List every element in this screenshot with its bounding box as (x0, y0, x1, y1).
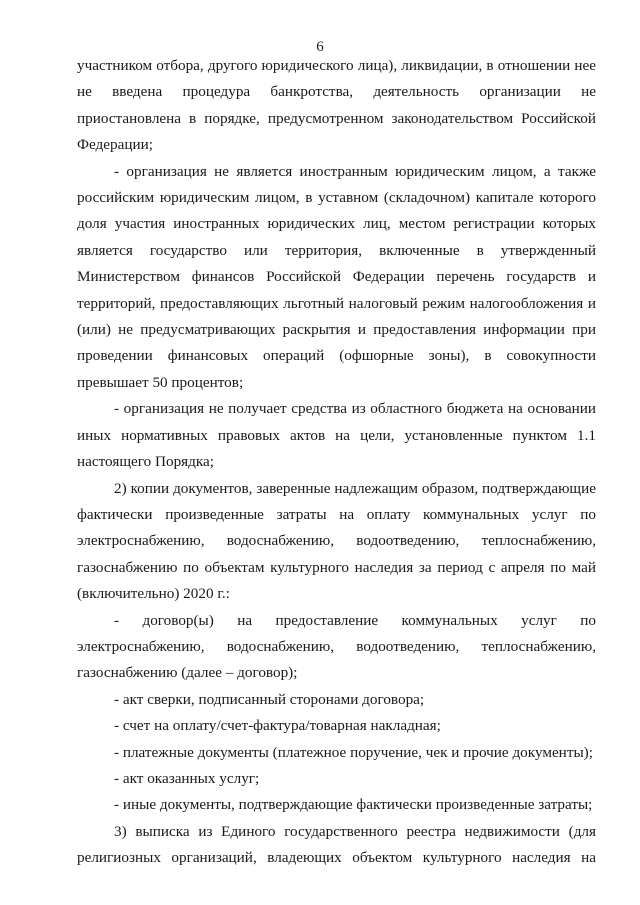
document-body (77, 53, 596, 872)
paragraph-budget-funds-condition: - организация не получает средства из областного бюджета на основании иных нормативных правовых актов на цели, установленные пунктом 1.1 настоящего Порядка; (77, 400, 596, 471)
paragraph-foreign-entity-condition: - организация не является иностранным юридическим лицом, а также российским юридическим лицом, в уставном (складочном) капитале которого доля участия иностранных юридических лиц, местом регистрации которых является государство или территория, включенные в утвержденный Министерством финансов Российской Федерации перечень государств и территорий, предоставляющих льготный налоговый режим налогообложения и (или) не предусматривающих раскрытия и предоставления информации при проведении финансовых операций (офшорные зоны), в совокупности превышает 50 процентов; (77, 162, 596, 391)
paragraph-reconciliation-act: - акт сверки, подписанный сторонами договора; (114, 690, 425, 708)
paragraph-services-act: - акт оказанных услуг; (114, 769, 260, 787)
paragraph-continuation: участником отбора, другого юридического лица), ликвидации, в отношении нее не введена процедура банкротства, деятельность организации не приостановлена в порядке, предусмотренном законодательством Российской Федерации; (77, 57, 596, 154)
page-number: 6 (316, 39, 324, 55)
paragraph-other-documents: - иные документы, подтверждающие фактически произведенные затраты; (114, 796, 593, 814)
paragraph-contracts: - договор(ы) на предоставление коммунальных услуг по электроснабжению, водоснабжению, водоотведению, теплоснабжению, газоснабжению (далее – договор); (77, 611, 596, 682)
paragraph-item-2-documents: 2) копии документов, заверенные надлежащим образом, подтверждающие фактически произведенные затраты на оплату коммунальных услуг по электроснабжению, водоснабжению, водоотведению, теплоснабжению, газоснабжению по объектам культурного наследия за период с апреля по май (включительно) 2020 г.: (77, 479, 596, 603)
paragraph-item-3-registry-extract: 3) выписка из Единого государственного реестра недвижимости (для религиозных организаций, владеющих объектом культурного наследия на (77, 822, 596, 867)
paragraph-invoice: - счет на оплату/счет-фактура/товарная накладная; (114, 717, 441, 735)
paragraph-payment-documents: - платежные документы (платежное поручение, чек и прочие документы); (114, 743, 593, 761)
